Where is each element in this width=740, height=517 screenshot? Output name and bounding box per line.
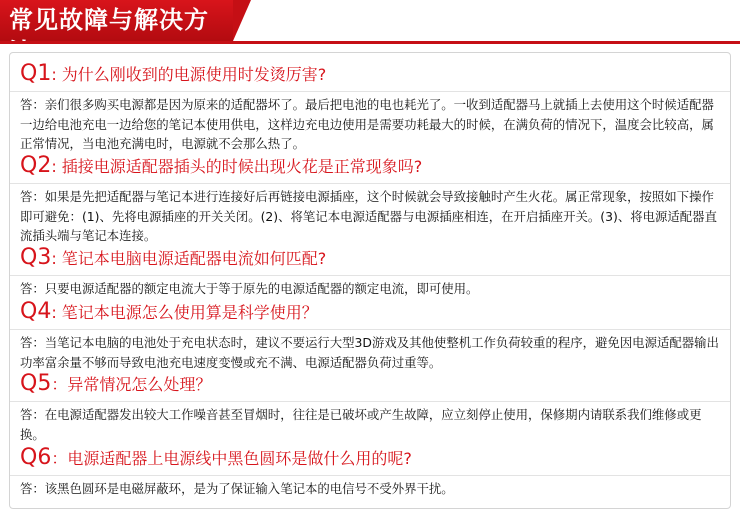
- question-text: : 笔记本电脑电源适配器电流如何匹配?: [51, 249, 327, 268]
- header-underline: [0, 41, 740, 44]
- question-text: : 为什么刚收到的电源使用时发烫厉害?: [51, 65, 327, 84]
- question-text: : 插接电源适配器插头的时候出现火花是正常现象吗?: [51, 157, 423, 176]
- faq-question-6: [20, 447, 412, 470]
- question-number: Q3: [20, 245, 52, 270]
- divider: [10, 401, 730, 402]
- faq-answer-5: 答：在电源适配器发出较大工作噪音甚至冒烟时，往往是已破坏或产生故障，应立刻停止使用，保修期内请联系我们维修或更换。: [20, 407, 702, 442]
- faq-question-3: [20, 247, 326, 270]
- header-tab: [0, 0, 233, 41]
- faq-answer-4: 答：当笔记本电脑的电池处于充电状态时，建议不要运行大型3D游戏及其他使整机工作负荷较重的程序，避免因电源适配器输出功率富余量不够而导致电池充电速度变慢或充不满、电源适配器负荷过重等。: [20, 335, 719, 370]
- divider: [10, 329, 730, 330]
- question-number: Q1: [20, 61, 52, 86]
- question-text: : 笔记本电源怎么使用算是科学使用？: [51, 303, 318, 322]
- page-title: 常见故障与解决方: [9, 6, 209, 34]
- faq-question-1: [20, 63, 326, 86]
- divider: [10, 475, 730, 476]
- question-number: Q2: [20, 153, 52, 178]
- divider: [10, 275, 730, 276]
- faq-answer-6: 答：该黑色圆环是电磁屏蔽环，是为了保证输入笔记本的电信号不受外界干扰。: [20, 481, 454, 496]
- divider: [10, 91, 730, 92]
- faq-answer-3: 答：只要电源适配器的额定电流大于等于原先的电源适配器的额定电流，即可使用。: [20, 281, 479, 296]
- faq-question-4: [20, 301, 318, 324]
- divider: [10, 183, 730, 184]
- faq-question-2: [20, 155, 422, 178]
- faq-panel: [9, 52, 731, 509]
- faq-answer-1: 答：亲们很多购买电源都是因为原来的适配器坏了。最后把电池的电也耗光了。一收到适配器马上就插上去使用这个时候适配器一边给电池充电一边给您的笔记本使用供电，这样边充电边使用是需要功耗最大的时候，在满负荷的情况下，温度会比较高，属正常情况，当电池充满电时，电源就不会那么热了。: [20, 97, 714, 151]
- question-text: ：电源适配器上电源线中黑色圆环是做什么用的呢?: [51, 449, 412, 468]
- question-number: Q5: [20, 371, 52, 396]
- faq-answer-2: 答：如果是先把适配器与笔记本进行连接好后再链接电源插座，这个时候就会导致接触时产生火花。属正常现象，按照如下操作即可避免：(1)、先将电源插座的开关关闭。(2)、将笔记本电源适配器与电源插座相连，在开启插座开关。(3)、将电源适配器直流插头端与笔记本连接。: [20, 189, 717, 243]
- question-number: Q6: [20, 445, 52, 470]
- question-number: Q4: [20, 299, 52, 324]
- page-header: [0, 0, 740, 44]
- faq-question-5: [20, 373, 211, 396]
- question-text: ：异常情况怎么处理？: [51, 375, 212, 394]
